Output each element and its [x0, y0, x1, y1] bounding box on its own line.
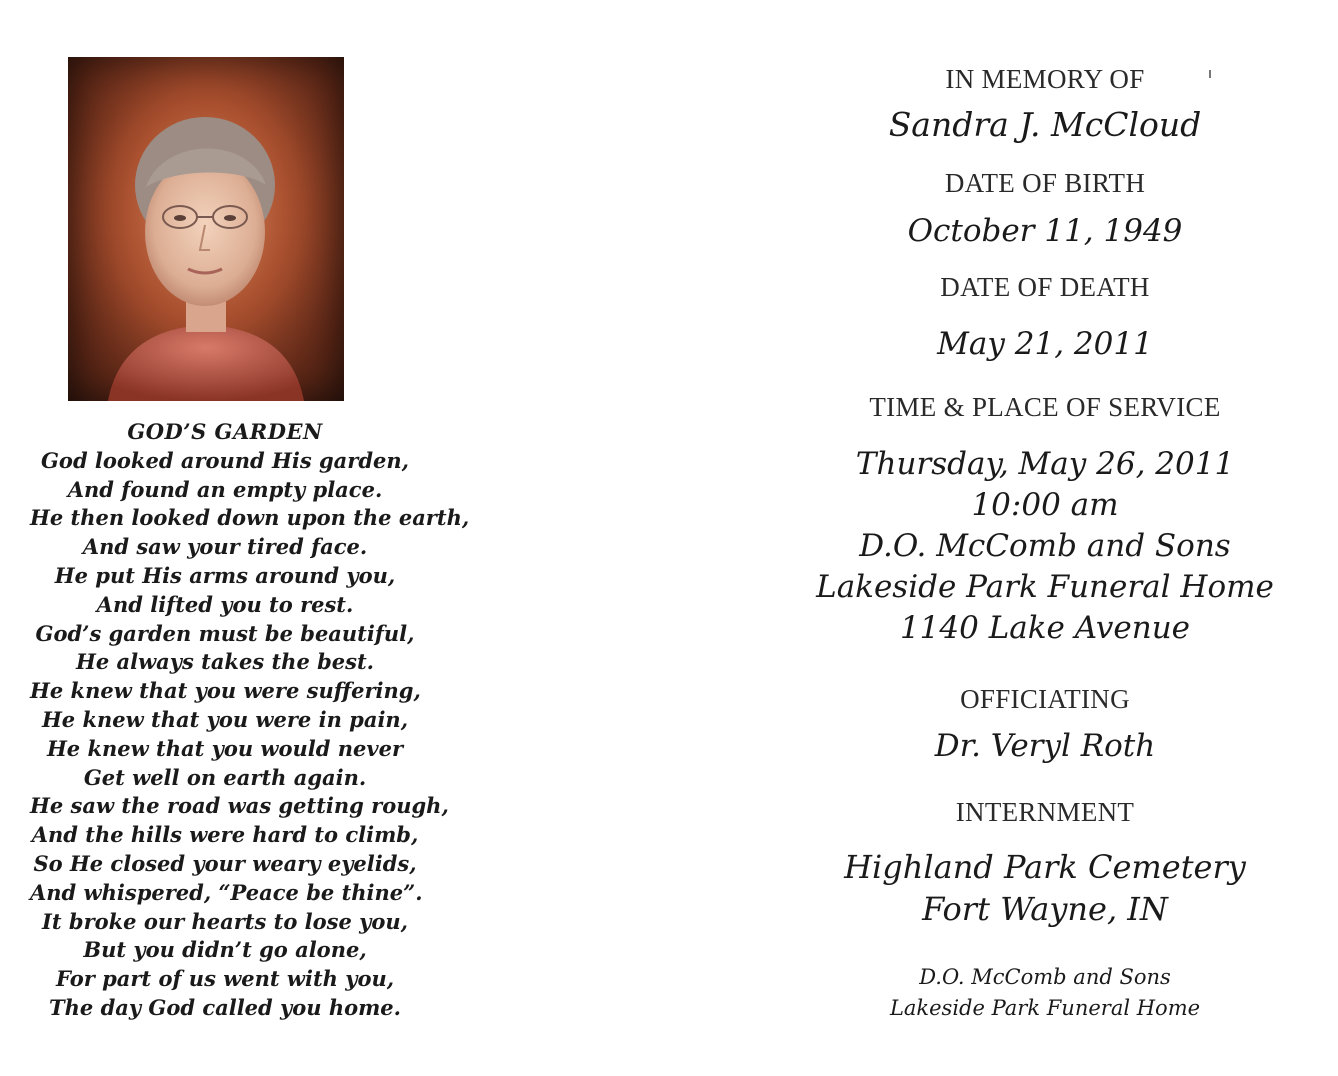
service-home-location: Lakeside Park Funeral Home [816, 569, 1274, 605]
poem-line: For part of us went with you, [55, 966, 395, 992]
portrait-figure [68, 57, 344, 401]
service-details [790, 444, 1300, 649]
poem-line: And found an empty place. [67, 476, 383, 502]
service-address: 1140 Lake Avenue [899, 610, 1191, 646]
internment-details [790, 846, 1300, 930]
cemetery-name: Highland Park Cemetery [844, 848, 1246, 886]
internment-label: INTERNMENT [955, 797, 1135, 827]
poem-line: He knew that you would never [46, 735, 404, 761]
deceased-name: Sandra J. McCloud [888, 105, 1202, 144]
poem-line: The day God called you home. [49, 994, 401, 1020]
service-time: 10:00 am [971, 487, 1119, 523]
service-day: Thursday, May 26, 2011 [855, 446, 1235, 482]
poem-title: GOD’S GARDEN [127, 419, 323, 444]
footer-line: D.O. McComb and Sons [919, 965, 1171, 989]
poem-line: So He closed your weary eyelids, [33, 850, 417, 876]
death-label: DATE OF DEATH [940, 272, 1150, 302]
officiating-label: OFFICIATING [960, 684, 1130, 714]
poem-line: And whispered, “Peace be thine”. [30, 879, 423, 905]
poem-line: Get well on earth again. [83, 764, 367, 790]
death-date: May 21, 2011 [937, 326, 1153, 362]
poem-line: He knew that you were in pain, [41, 706, 409, 732]
funeral-home-footer [790, 962, 1300, 1024]
poem-line: He knew that you were suffering, [30, 678, 421, 704]
portrait-photo [68, 57, 344, 401]
memorial-details [790, 0, 1300, 1076]
poem-line: He saw the road was getting rough, [30, 793, 449, 819]
poem-line: And lifted you to rest. [96, 591, 354, 617]
officiant-name: Dr. Veryl Roth [934, 728, 1156, 764]
poem [30, 418, 470, 1023]
service-home-name: D.O. McComb and Sons [859, 528, 1231, 564]
service-label: TIME & PLACE OF SERVICE [869, 392, 1221, 422]
poem-line: God looked around His garden, [41, 447, 409, 473]
scan-speck [1209, 70, 1211, 78]
footer-line: Lakeside Park Funeral Home [889, 996, 1201, 1020]
poem-line: He always takes the best. [76, 649, 374, 675]
poem-line: It broke our hearts to lose you, [42, 908, 408, 934]
poem-line: But you didn’t go alone, [83, 937, 367, 963]
birth-label: DATE OF BIRTH [944, 168, 1146, 198]
in-memory-label: IN MEMORY OF [945, 64, 1145, 94]
poem-line: God’s garden must be beautiful, [35, 620, 415, 646]
cemetery-location: Fort Wayne, IN [922, 890, 1168, 928]
poem-line: He then looked down upon the earth, [30, 505, 470, 531]
poem-line: And the hills were hard to climb, [31, 822, 419, 848]
poem-line: He put His arms around you, [54, 562, 396, 588]
birth-date: October 11, 1949 [907, 213, 1183, 249]
poem-line: And saw your tired face. [82, 534, 368, 560]
